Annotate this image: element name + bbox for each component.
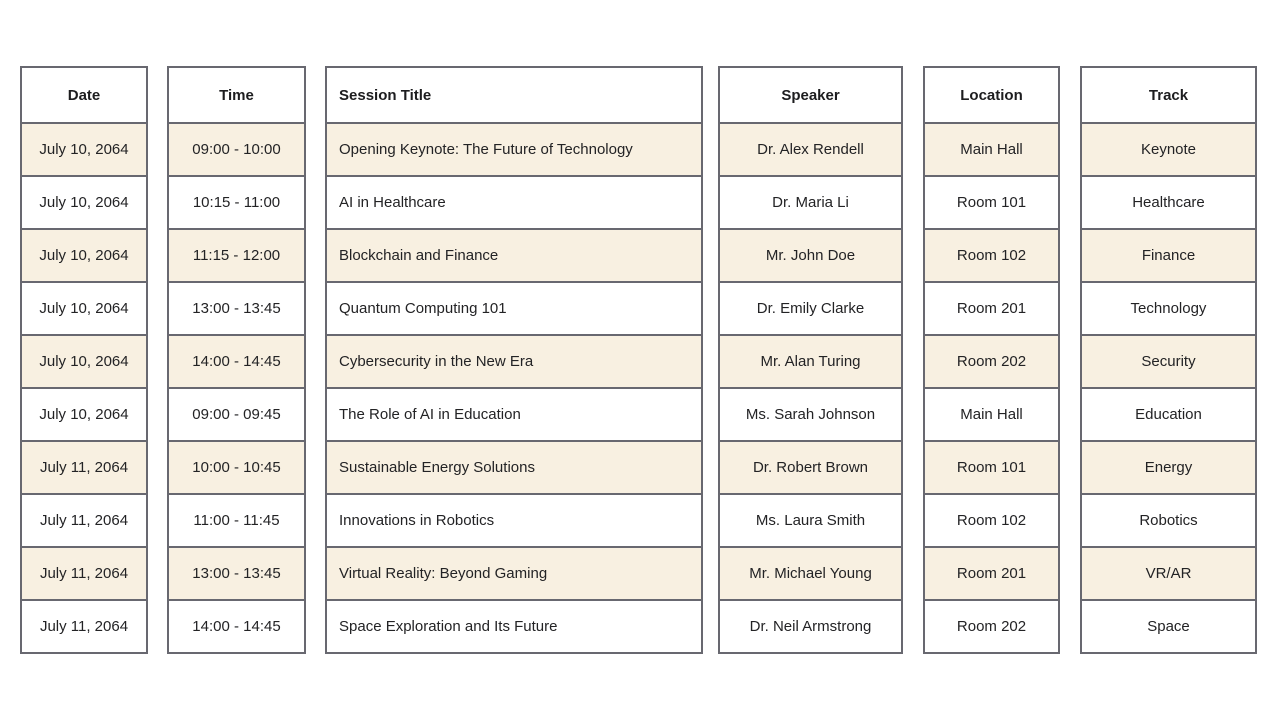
table-cell-time-row-3: 11:15 - 12:00 (169, 228, 304, 281)
table-cell-location-row-2: Room 101 (925, 175, 1058, 228)
table-cell-speaker-row-5: Mr. Alan Turing (720, 334, 901, 387)
table-cell-time-row-6: 09:00 - 09:45 (169, 387, 304, 440)
column-header-time: Time (169, 68, 304, 122)
table-cell-speaker-row-9: Mr. Michael Young (720, 546, 901, 599)
table-cell-date-row-9: July 11, 2064 (22, 546, 146, 599)
table-cell-speaker-row-1: Dr. Alex Rendell (720, 122, 901, 175)
table-cell-time-row-8: 11:00 - 11:45 (169, 493, 304, 546)
table-cell-location-row-1: Main Hall (925, 122, 1058, 175)
table-cell-time-row-9: 13:00 - 13:45 (169, 546, 304, 599)
table-cell-session_title-row-9: Virtual Reality: Beyond Gaming (327, 546, 701, 599)
table-cell-track-row-3: Finance (1082, 228, 1255, 281)
table-cell-date-row-5: July 10, 2064 (22, 334, 146, 387)
table-cell-session_title-row-4: Quantum Computing 101 (327, 281, 701, 334)
table-cell-session_title-row-10: Space Exploration and Its Future (327, 599, 701, 652)
table-cell-track-row-10: Space (1082, 599, 1255, 652)
table-cell-date-row-3: July 10, 2064 (22, 228, 146, 281)
table-cell-speaker-row-2: Dr. Maria Li (720, 175, 901, 228)
table-cell-date-row-1: July 10, 2064 (22, 122, 146, 175)
table-cell-speaker-row-4: Dr. Emily Clarke (720, 281, 901, 334)
column-block-date (20, 66, 148, 654)
table-cell-speaker-row-10: Dr. Neil Armstrong (720, 599, 901, 652)
table-cell-location-row-10: Room 202 (925, 599, 1058, 652)
column-block-time (167, 66, 306, 654)
column-header-track: Track (1082, 68, 1255, 122)
column-block-location (923, 66, 1060, 654)
column-block-session-title (325, 66, 703, 654)
table-cell-location-row-5: Room 202 (925, 334, 1058, 387)
table-cell-time-row-7: 10:00 - 10:45 (169, 440, 304, 493)
table-cell-track-row-9: VR/AR (1082, 546, 1255, 599)
table-cell-track-row-6: Education (1082, 387, 1255, 440)
table-cell-track-row-4: Technology (1082, 281, 1255, 334)
table-cell-date-row-7: July 11, 2064 (22, 440, 146, 493)
column-header-session-title: Session Title (327, 68, 701, 122)
column-block-speaker (718, 66, 903, 654)
table-cell-time-row-5: 14:00 - 14:45 (169, 334, 304, 387)
table-cell-date-row-10: July 11, 2064 (22, 599, 146, 652)
table-cell-date-row-2: July 10, 2064 (22, 175, 146, 228)
table-cell-session_title-row-7: Sustainable Energy Solutions (327, 440, 701, 493)
table-cell-track-row-8: Robotics (1082, 493, 1255, 546)
table-cell-track-row-2: Healthcare (1082, 175, 1255, 228)
table-cell-speaker-row-7: Dr. Robert Brown (720, 440, 901, 493)
table-cell-date-row-6: July 10, 2064 (22, 387, 146, 440)
table-cell-session_title-row-2: AI in Healthcare (327, 175, 701, 228)
table-cell-location-row-7: Room 101 (925, 440, 1058, 493)
table-cell-track-row-5: Security (1082, 334, 1255, 387)
column-header-speaker: Speaker (720, 68, 901, 122)
table-cell-session_title-row-1: Opening Keynote: The Future of Technology (327, 122, 701, 175)
table-cell-time-row-4: 13:00 - 13:45 (169, 281, 304, 334)
table-cell-location-row-8: Room 102 (925, 493, 1058, 546)
table-cell-track-row-7: Energy (1082, 440, 1255, 493)
table-cell-speaker-row-8: Ms. Laura Smith (720, 493, 901, 546)
table-cell-track-row-1: Keynote (1082, 122, 1255, 175)
column-header-date: Date (22, 68, 146, 122)
table-cell-time-row-1: 09:00 - 10:00 (169, 122, 304, 175)
column-block-track (1080, 66, 1257, 654)
table-cell-session_title-row-5: Cybersecurity in the New Era (327, 334, 701, 387)
table-cell-speaker-row-3: Mr. John Doe (720, 228, 901, 281)
table-cell-session_title-row-3: Blockchain and Finance (327, 228, 701, 281)
table-cell-date-row-4: July 10, 2064 (22, 281, 146, 334)
table-cell-location-row-9: Room 201 (925, 546, 1058, 599)
column-header-location: Location (925, 68, 1058, 122)
table-cell-time-row-2: 10:15 - 11:00 (169, 175, 304, 228)
table-cell-location-row-6: Main Hall (925, 387, 1058, 440)
table-cell-session_title-row-8: Innovations in Robotics (327, 493, 701, 546)
table-cell-session_title-row-6: The Role of AI in Education (327, 387, 701, 440)
table-cell-date-row-8: July 11, 2064 (22, 493, 146, 546)
table-cell-location-row-3: Room 102 (925, 228, 1058, 281)
table-cell-speaker-row-6: Ms. Sarah Johnson (720, 387, 901, 440)
table-cell-time-row-10: 14:00 - 14:45 (169, 599, 304, 652)
table-cell-location-row-4: Room 201 (925, 281, 1058, 334)
